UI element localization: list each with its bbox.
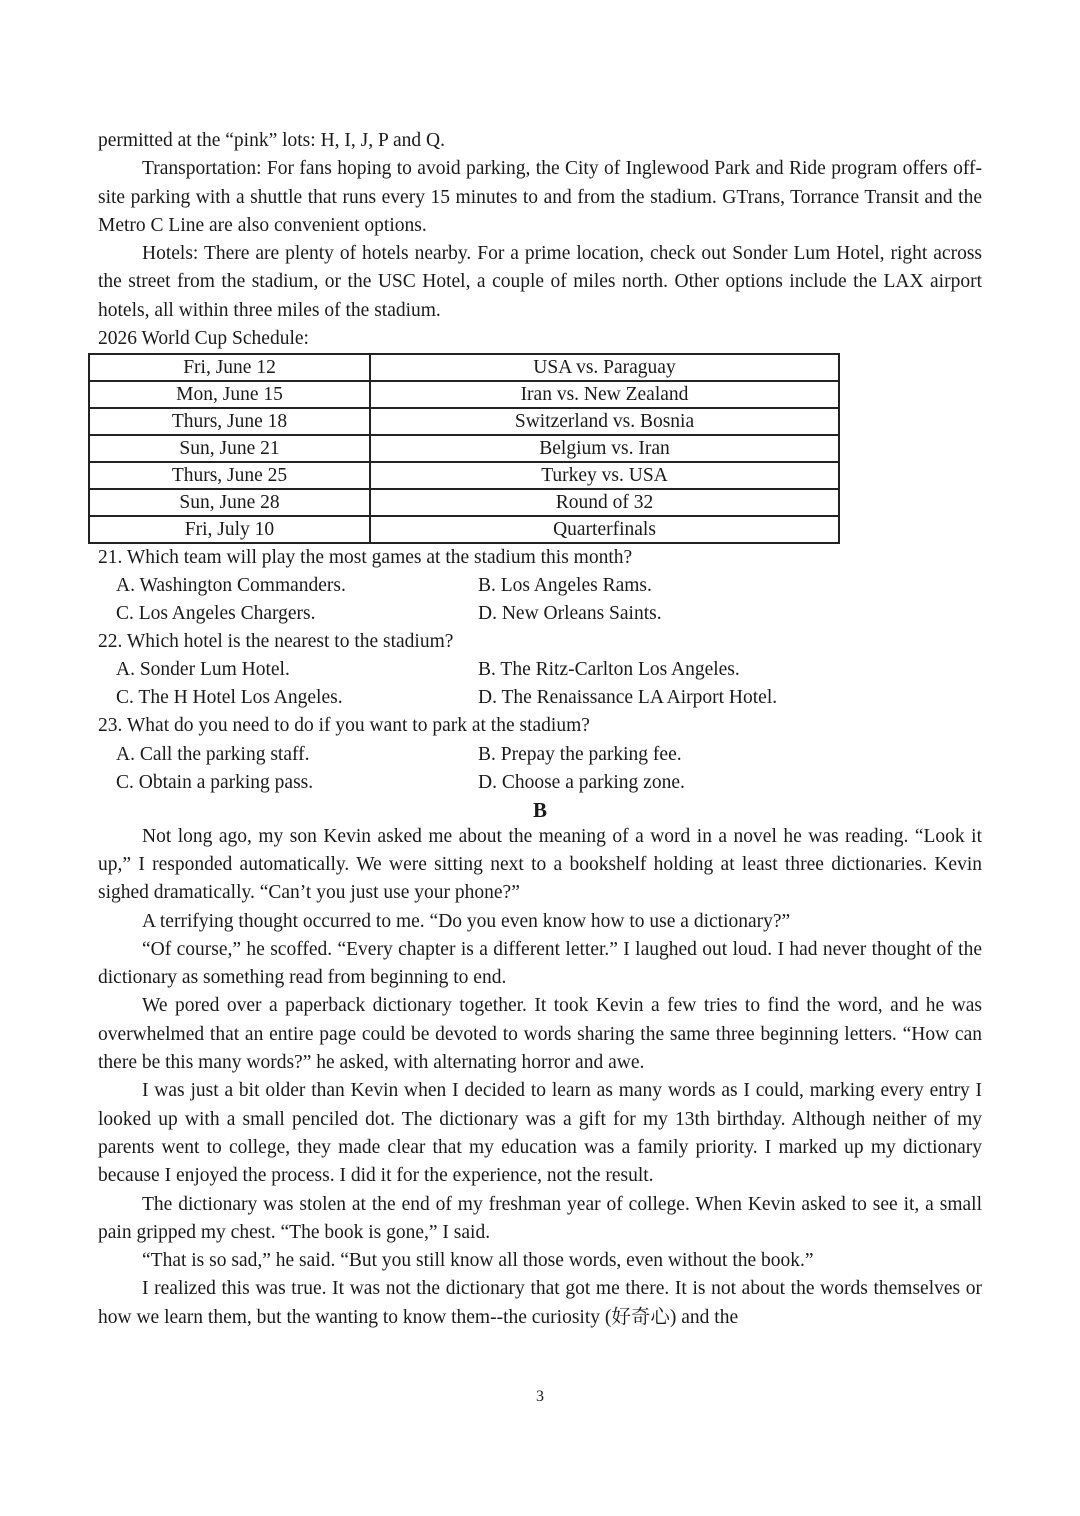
schedule-date: Fri, July 10	[89, 516, 370, 543]
question-23	[98, 712, 982, 796]
table-row	[89, 516, 839, 543]
schedule-date: Thurs, June 18	[89, 408, 370, 435]
intro-paragraph: permitted at the “pink” lots: H, I, J, P and Q.	[98, 130, 445, 151]
schedule-date: Sun, June 21	[89, 435, 370, 462]
option-c[interactable]: C. The H Hotel Los Angeles.	[116, 687, 343, 709]
hotels-paragraph: Hotels: There are plenty of hotels nearby. For a prime location, check out Sonder Lum Hotel, right across the street from the stadium, or the USC Hotel, a couple of miles north. Other options include the LAX airport hotels, all within three miles of the stadium.	[98, 243, 982, 321]
question-stem: 23. What do you need to do if you want to park at the stadium?	[98, 715, 590, 737]
table-row	[89, 489, 839, 516]
option-grid	[98, 656, 982, 712]
table-row	[89, 408, 839, 435]
option-a[interactable]: A. Call the parking staff.	[116, 743, 310, 765]
schedule-caption: 2026 World Cup Schedule:	[98, 328, 309, 350]
question-stem: 22. Which hotel is the nearest to the stadium?	[98, 631, 454, 653]
option-grid	[98, 741, 982, 797]
table-row	[89, 435, 839, 462]
schedule-match: Round of 32	[370, 489, 839, 516]
option-b[interactable]: B. Los Angeles Rams.	[478, 575, 652, 597]
schedule-date: Thurs, June 25	[89, 462, 370, 489]
schedule-match: Belgium vs. Iran	[370, 435, 839, 462]
schedule-match: USA vs. Paraguay	[370, 354, 839, 381]
table-row	[89, 354, 839, 381]
option-a[interactable]: A. Sonder Lum Hotel.	[116, 659, 290, 681]
section-heading: B	[532, 797, 547, 822]
option-b[interactable]: B. The Ritz-Carlton Los Angeles.	[478, 659, 740, 681]
option-c[interactable]: C. Los Angeles Chargers.	[116, 603, 316, 625]
table-row	[89, 462, 839, 489]
option-a[interactable]: A. Washington Commanders.	[116, 575, 346, 597]
option-c[interactable]: C. Obtain a parking pass.	[116, 771, 314, 793]
schedule-match: Iran vs. New Zealand	[370, 381, 839, 408]
schedule-match: Switzerland vs. Bosnia	[370, 408, 839, 435]
passage-paragraph: Not long ago, my son Kevin asked me about the meaning of a word in a novel he was reading. “Look it up,” I responded automatically. We were sitting next to a bookshelf holding at least three dictionaries. Kevin sighed dramatically. “Can’t you just use your phone?”	[98, 825, 982, 904]
page-content	[98, 127, 982, 1332]
passage-paragraph: “That is so sad,” he said. “But you still know all those words, even without the book.”	[142, 1250, 814, 1272]
passage-paragraph: I realized this was true. It was not the dictionary that got me there. It is not about the words themselves or how we learn them, but the wanting to know them--the curiosity (好奇心) and the	[98, 1278, 982, 1328]
question-stem: 21. Which team will play the most games at the stadium this month?	[98, 547, 633, 569]
schedule-table	[88, 353, 840, 544]
option-d[interactable]: D. The Renaissance LA Airport Hotel.	[478, 687, 778, 709]
question-22	[98, 628, 982, 712]
schedule-date: Sun, June 28	[89, 489, 370, 516]
schedule-date: Fri, June 12	[89, 354, 370, 381]
schedule-match: Turkey vs. USA	[370, 462, 839, 489]
option-d[interactable]: D. New Orleans Saints.	[478, 603, 662, 625]
table-row	[89, 381, 839, 408]
page-number: 3	[536, 1388, 544, 1405]
schedule-date: Mon, June 15	[89, 381, 370, 408]
passage-paragraph: We pored over a paperback dictionary together. It took Kevin a few tries to find the word, and he was overwhelmed that an entire page could be devoted to words sharing the same three beginning letters. “How can there be this many words?” he asked, with alternating horror and awe.	[98, 995, 982, 1074]
schedule-match: Quarterfinals	[370, 516, 839, 543]
passage-paragraph: I was just a bit older than Kevin when I decided to learn as many words as I could, marking every entry I looked up with a small penciled dot. The dictionary was a gift for my 13th birthday. Although neither of my parents went to college, they made clear that my education was a family priority. I marked up my dictionary because I enjoyed the process. I did it for the experience, not the result.	[98, 1080, 982, 1187]
transportation-paragraph: Transportation: For fans hoping to avoid parking, the City of Inglewood Park and Ride program offers off-site parking with a shuttle that runs every 15 minutes to and from the stadium. GTrans, Torrance Transit and the Metro C Line are also convenient options.	[98, 158, 982, 236]
question-21	[98, 544, 982, 628]
option-b[interactable]: B. Prepay the parking fee.	[478, 743, 682, 765]
option-d[interactable]: D. Choose a parking zone.	[478, 771, 685, 793]
passage-paragraph: The dictionary was stolen at the end of my freshman year of college. When Kevin asked to see it, a small pain gripped my chest. “The book is gone,” I said.	[98, 1193, 982, 1243]
passage-paragraph: “Of course,” he scoffed. “Every chapter is a different letter.” I laughed out loud. I had never thought of the dictionary as something read from beginning to end.	[98, 938, 982, 989]
option-grid	[98, 572, 982, 628]
passage-paragraph: A terrifying thought occurred to me. “Do you even know how to use a dictionary?”	[142, 910, 791, 932]
